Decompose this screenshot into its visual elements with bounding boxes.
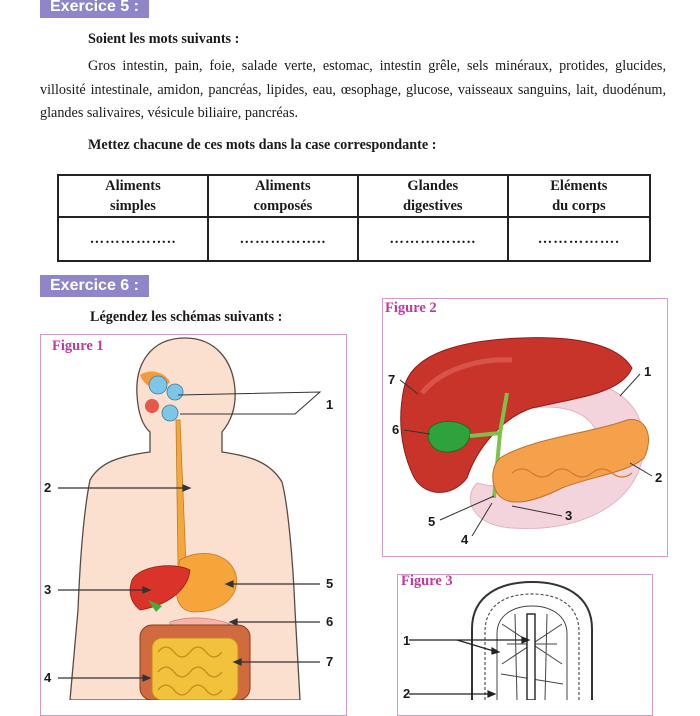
header-line: Glandes <box>407 178 459 194</box>
figure2-label-7: 7 <box>388 372 396 387</box>
figure1-label-2: 2 <box>44 480 52 495</box>
header-line: du corps <box>552 198 606 214</box>
figure1-label-4: 4 <box>44 670 52 685</box>
header-aliments-simples <box>58 175 208 217</box>
header-line: Eléments <box>550 178 608 194</box>
figure2-title: Figure 2 <box>385 300 437 316</box>
figure2-label-3: 3 <box>565 508 573 523</box>
header-line: Aliments <box>255 178 311 194</box>
word-list-text: Gros intestin, pain, foie, salade verte, estomac, intestin grêle, sels minéraux, protides, glucides, villosité intestinale, amidon, pancréas, lipides, eau, œsophage, glucose, vaisseaux sanguins, lait, duodénum, glandes salivaires, vésicule biliaire, pancréas. <box>40 58 666 121</box>
figure2-label-2: 2 <box>655 470 663 485</box>
header-line: digestives <box>402 198 463 214</box>
figure2-label-1: 1 <box>644 364 652 379</box>
answer-cell[interactable]: …………….. <box>58 217 208 261</box>
figure2-liver-pancreas-diagram <box>382 298 666 555</box>
figure3-villus-diagram <box>397 574 651 700</box>
figure1-label-1: 1 <box>326 397 334 412</box>
header-aliments-composes <box>208 175 358 217</box>
table-header-row <box>58 175 650 217</box>
header-glandes-digestives <box>358 175 508 217</box>
header-line: composés <box>253 198 313 214</box>
exercise5-intro: Soient les mots suivants : <box>88 31 240 47</box>
salivary-gland <box>162 405 178 421</box>
exercise6-instruction: Légendez les schémas suivants : <box>90 309 283 325</box>
exercise6-heading <box>40 275 149 297</box>
exercise5-heading-text: Exercice 5 : <box>50 0 139 15</box>
figure3-label-1: 1 <box>403 633 411 648</box>
table-answer-row <box>58 217 650 261</box>
exercise5-instruction: Mettez chacune de ces mots dans la case correspondante : <box>88 137 437 153</box>
figure1-digestive-system-diagram <box>0 334 360 700</box>
figure1-title: Figure 1 <box>52 338 104 354</box>
salivary-gland <box>149 376 167 394</box>
exercise5-heading <box>40 0 149 18</box>
figure2-label-6: 6 <box>392 422 400 437</box>
answer-cell[interactable]: …………….. <box>358 217 508 261</box>
answer-cell[interactable]: …………….. <box>208 217 358 261</box>
header-line: simples <box>109 198 156 214</box>
figure2-label-5: 5 <box>428 514 436 529</box>
exercise5-word-list <box>40 55 666 126</box>
figure1-label-7: 7 <box>326 654 334 669</box>
figure2-label-4: 4 <box>461 532 469 547</box>
figure1-label-5: 5 <box>326 576 334 591</box>
figure3-title: Figure 3 <box>401 573 453 589</box>
header-line: Aliments <box>105 178 161 194</box>
header-elements-du-corps <box>508 175 650 217</box>
exercise6-heading-text: Exercice 6 : <box>50 277 139 294</box>
figure1-label-6: 6 <box>326 614 334 629</box>
figure1-label-3: 3 <box>44 582 52 597</box>
lacteal-vessel <box>527 614 535 700</box>
answer-cell[interactable]: ……………. <box>508 217 650 261</box>
classification-table <box>57 174 651 262</box>
salivary-gland <box>167 384 183 400</box>
figure3-label-2: 2 <box>403 686 411 701</box>
salivary-gland <box>145 399 159 413</box>
